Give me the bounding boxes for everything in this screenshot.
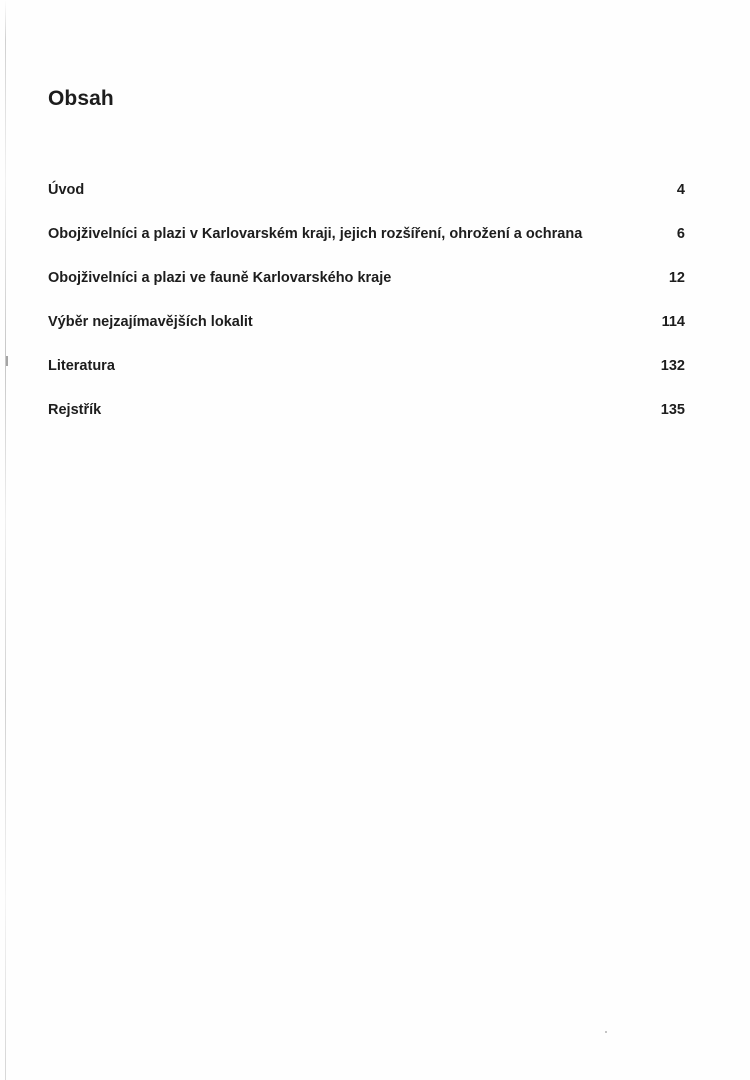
toc-entry-label: Literatura: [48, 358, 115, 374]
toc-entry-label: Obojživelníci a plazi v Karlovarském kraji, jejich rozšíření, ohrožení a ochrana: [48, 226, 583, 242]
table-of-contents: [48, 178, 685, 442]
toc-entry-page-number: 6: [676, 226, 685, 242]
scan-mark: [6, 356, 8, 366]
toc-entry-rozsireni-ohrozeni-ochrana[interactable]: [48, 222, 685, 266]
page-title: Obsah: [48, 87, 114, 110]
toc-entry-literatura[interactable]: [48, 354, 685, 398]
toc-entry-label: Úvod: [48, 182, 85, 198]
scan-speck: [605, 1031, 607, 1033]
toc-entry-page-number: 132: [660, 358, 685, 374]
scan-edge: [5, 0, 6, 1080]
toc-entry-fauna-karlovarskeho-kraje[interactable]: [48, 266, 685, 310]
toc-entry-page-number: 135: [660, 402, 685, 418]
toc-entry-page-number: 114: [661, 314, 685, 330]
toc-entry-label: Výběr nejzajímavějších lokalit: [48, 314, 253, 330]
toc-entry-page-number: 4: [676, 182, 685, 198]
toc-entry-page-number: 12: [668, 270, 685, 286]
toc-entry-label: Obojživelníci a plazi ve fauně Karlovarského kraje: [48, 270, 392, 286]
toc-entry-vyber-lokalit[interactable]: [48, 310, 685, 354]
toc-entry-uvod[interactable]: [48, 178, 685, 222]
toc-entry-label: Rejstřík: [48, 402, 102, 418]
toc-entry-rejstrik[interactable]: [48, 398, 685, 442]
